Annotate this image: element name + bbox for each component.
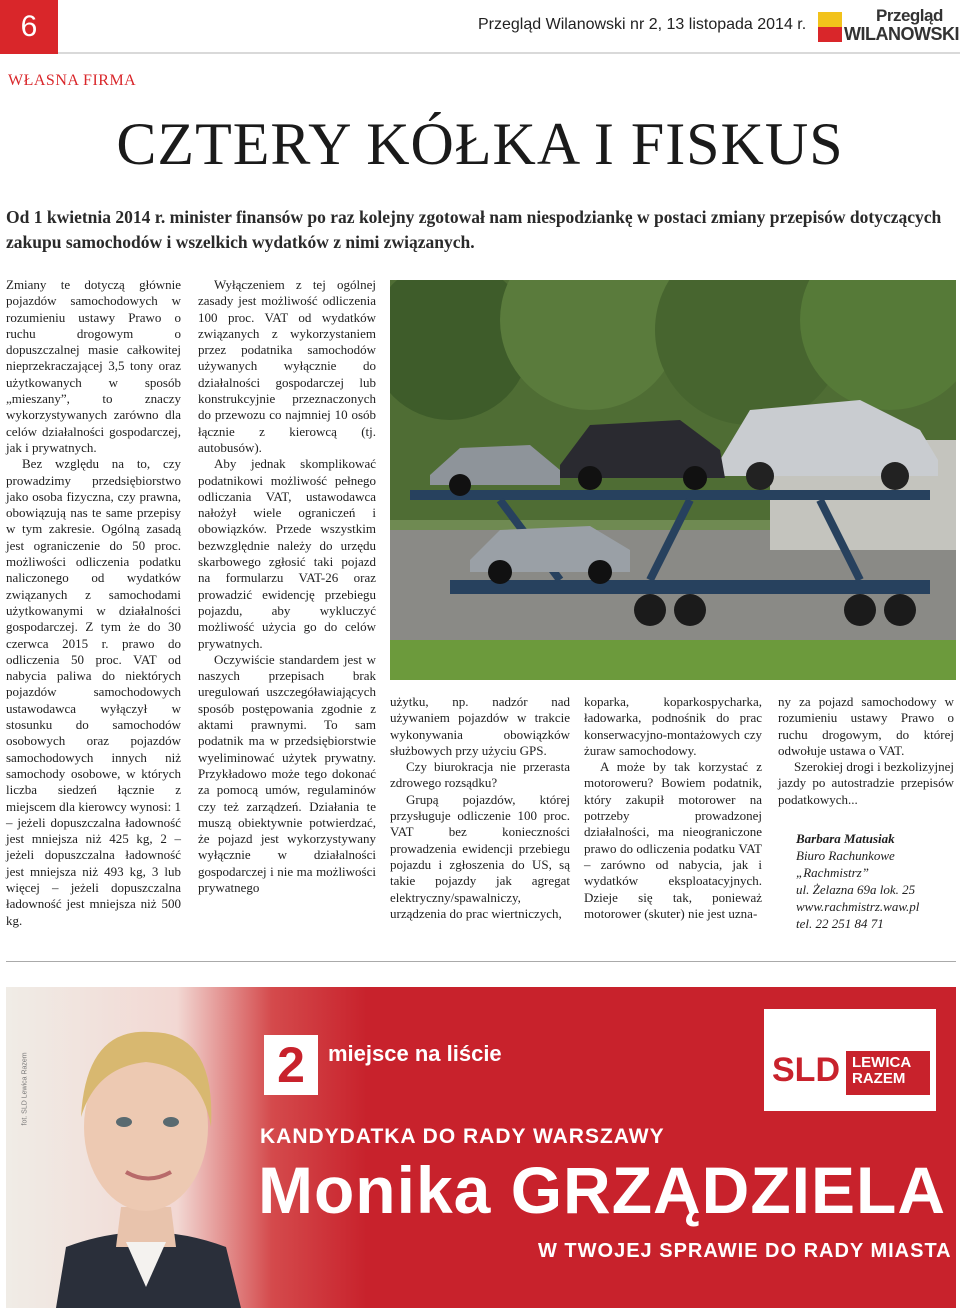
party-logo <box>764 1009 936 1111</box>
author-office-name: „Rachmistrz” <box>796 865 869 881</box>
paragraph: Aby jednak skomplikować podatnikowi możliwość pełnego odliczania VAT, ustawodawca nałożył wiele ograniczeń i obowiązków. Przede wszystkim bezwzględnie należy do urzędu skarbowego zgłosić taki pojazd na formularzu VAT-26 oraz prowadzić ewidencję przebiegu pojazdu, aby wykluczyć możliwość użycia go do celów prywatnych. <box>198 456 376 651</box>
logo-line-1: Przegląd <box>876 6 943 25</box>
article-column-5 <box>778 694 954 932</box>
paragraph: A może by tak korzystać z motoroweru? Bowiem podatnik, który zakupił motorower na potrzeby prowadzonej działalności, ma nieograniczone prawo do odliczenia podatku VAT – zarówno od nabycia, jak i wydatków eksploatacyjnych. Dzieje się tak, ponieważ motorower (skuter) nie jest uzna- <box>584 759 762 921</box>
paragraph: Zmiany te dotyczą głównie pojazdów samochodowych w rozumieniu ustawy Prawo o ruchu drogowym o dopuszczalnej masie całkowitej nieprzekraczającej 3,5 tony oraz użytkowanych w sposób „mieszany”, to znaczy wykorzystywanych zarówno dla celów działalności gospodarczej, jak i prywatnych. <box>6 277 181 455</box>
author-phone: tel. 22 251 84 71 <box>796 916 884 932</box>
car-transporter-photo <box>390 280 956 680</box>
paragraph: Czy biurokracja nie przerasta zdrowego rozsądku? <box>390 759 570 791</box>
paragraph: koparka, koparkospycharka, ładowarka, podnośnik do prac konserwacyjno-montażowych czy żuraw samochodowy. <box>584 694 762 758</box>
article-divider <box>6 961 956 962</box>
party-full-name <box>846 1051 930 1095</box>
party-line-2: RAZEM <box>852 1070 906 1087</box>
paragraph: Wyłączeniem z tej ogólnej zasady jest możliwość odliczenia 100 proc. VAT od wydatków związanych z wykorzystaniem przez podatnika samochodów używanych wyłącznie do działalności gospodarczej lub konstrukcyjnie przeznaczonych do przewozu co najmniej 10 osób łącznie z kierowcą (tj. autobusów). <box>198 277 376 455</box>
article-lead: Od 1 kwietnia 2014 r. minister finansów po raz kolejny zgotował nam niespodziankę w postaci zmiany przepisów dotyczących zakupu samochodów i wszelkich wydatków z nimi związanych. <box>6 207 942 252</box>
paragraph: użytku, np. nadzór nad używaniem pojazdów w trakcie wykonywania obowiązków służbowych przy użyciu GPS. <box>390 694 570 758</box>
list-position: miejsce na liście <box>328 1041 502 1066</box>
article-column-4 <box>584 694 762 922</box>
article-title: CZTERY KÓŁKA I FISKUS <box>116 111 844 177</box>
logo-line-2: WILANOWSKI <box>844 24 959 44</box>
author-office: Biuro Rachunkowe <box>796 848 895 864</box>
header-divider <box>58 52 960 54</box>
author-address: ul. Żelazna 69a lok. 25 <box>796 882 916 898</box>
article-photo <box>390 280 956 680</box>
paragraph: Bez względu na to, czy prowadzimy przedsiębiorstwo jako osoba fizyczna, czy prawna, obowiązują nas te same przepisy w tym zakresie. Ogólną zasadą jest ograniczenie do 50 proc. możliwości odliczenia podatku naliczonego od wydatków związanych z samochodami użytkowanymi w działalności gospodarczej. Z tym że do 30 czerwca 2015 r. prawo do odliczenia 50 proc. VAT od nabycia paliwa do niektórych pojazdów samochodowych ustawodawca wyłączył w stosunku do samochodów osobowych oraz pojazdów samochodowych innych niż samochody osobowe, w których liczba siedzeń łącznie z miejscem dla kierowcy wynosi: 1 – jeżeli dopuszczalna ładowność jest mniejsza niż 425 kg, 2 – jeżeli dopuszczalna ładowność jest mniejsza niż 493 kg, 3 lub więcej – jeżeli dopuszczalna ładowność jest mniejsza niż 500 kg. <box>6 456 181 928</box>
paragraph: Grupą pojazdów, której przysługuje odliczenie 100 proc. VAT bez konieczności prowadzenia ewidencji przebiegu pojazdu i zgłoszenia do US, są takie pojazdy jak agregat elektryczny/spawalniczy, urządzenia do prac wiertniczych, <box>390 791 570 921</box>
issue-info: Przegląd Wilanowski nr 2, 13 listopada 2014 r. <box>478 16 807 33</box>
article-column-2 <box>198 277 376 896</box>
article-column-3 <box>390 694 570 922</box>
article-column-1 <box>6 277 181 929</box>
paragraph: Szerokiej drogi i bezkolizyjnej jazdy po autostradzie przepisów podatkowych... <box>778 759 954 807</box>
author-website: www.rachmistrz.waw.pl <box>796 899 920 915</box>
party-line-1: LEWICA <box>852 1054 912 1071</box>
ad-motto: W TWOJEJ SPRAWIE DO RADY MIASTA <box>538 1240 952 1262</box>
candidate-portrait <box>26 987 266 1308</box>
election-ad <box>6 987 956 1308</box>
paragraph: Oczywiście standardem jest w naszych przepisach brak uregulowań uszczegóławiających sposób postępowania zgodnie z aktami prawnymi. To sam podatnik ma w przedsiębiorstwie wyeliminować użytek prywatny. Przykładowo może tego dokonać za pomocą umów, regulaminów czy też zarządzeń. Działania te muszą obiektywnie potwierdzać, że pojazd jest wykorzystywany wyłącznie w działalności gospodarczej i nie ma możliwości prywatnego <box>198 651 376 895</box>
ad-headline: KANDYDATKA DO RADY WARSZAWY <box>260 1125 665 1148</box>
list-number: 2 <box>264 1035 318 1095</box>
author-signature <box>778 830 954 932</box>
logo-mark <box>818 12 842 42</box>
paragraph: ny za pojazd samochodowy w rozumieniu ustawy Prawo o ruchu drogowym, do której odwołuje ustawa o VAT. <box>778 694 954 758</box>
photo-credit-text: fot. SLD Lewica Razem <box>21 1052 29 1126</box>
publication-logo <box>818 6 959 46</box>
candidate-name: Monika GRZĄDZIELA <box>258 1153 946 1227</box>
section-label: WŁASNA FIRMA <box>8 72 137 89</box>
party-short-name: SLD <box>772 1051 840 1089</box>
author-name: Barbara Matusiak <box>796 831 895 847</box>
page-number: 6 <box>0 0 58 54</box>
